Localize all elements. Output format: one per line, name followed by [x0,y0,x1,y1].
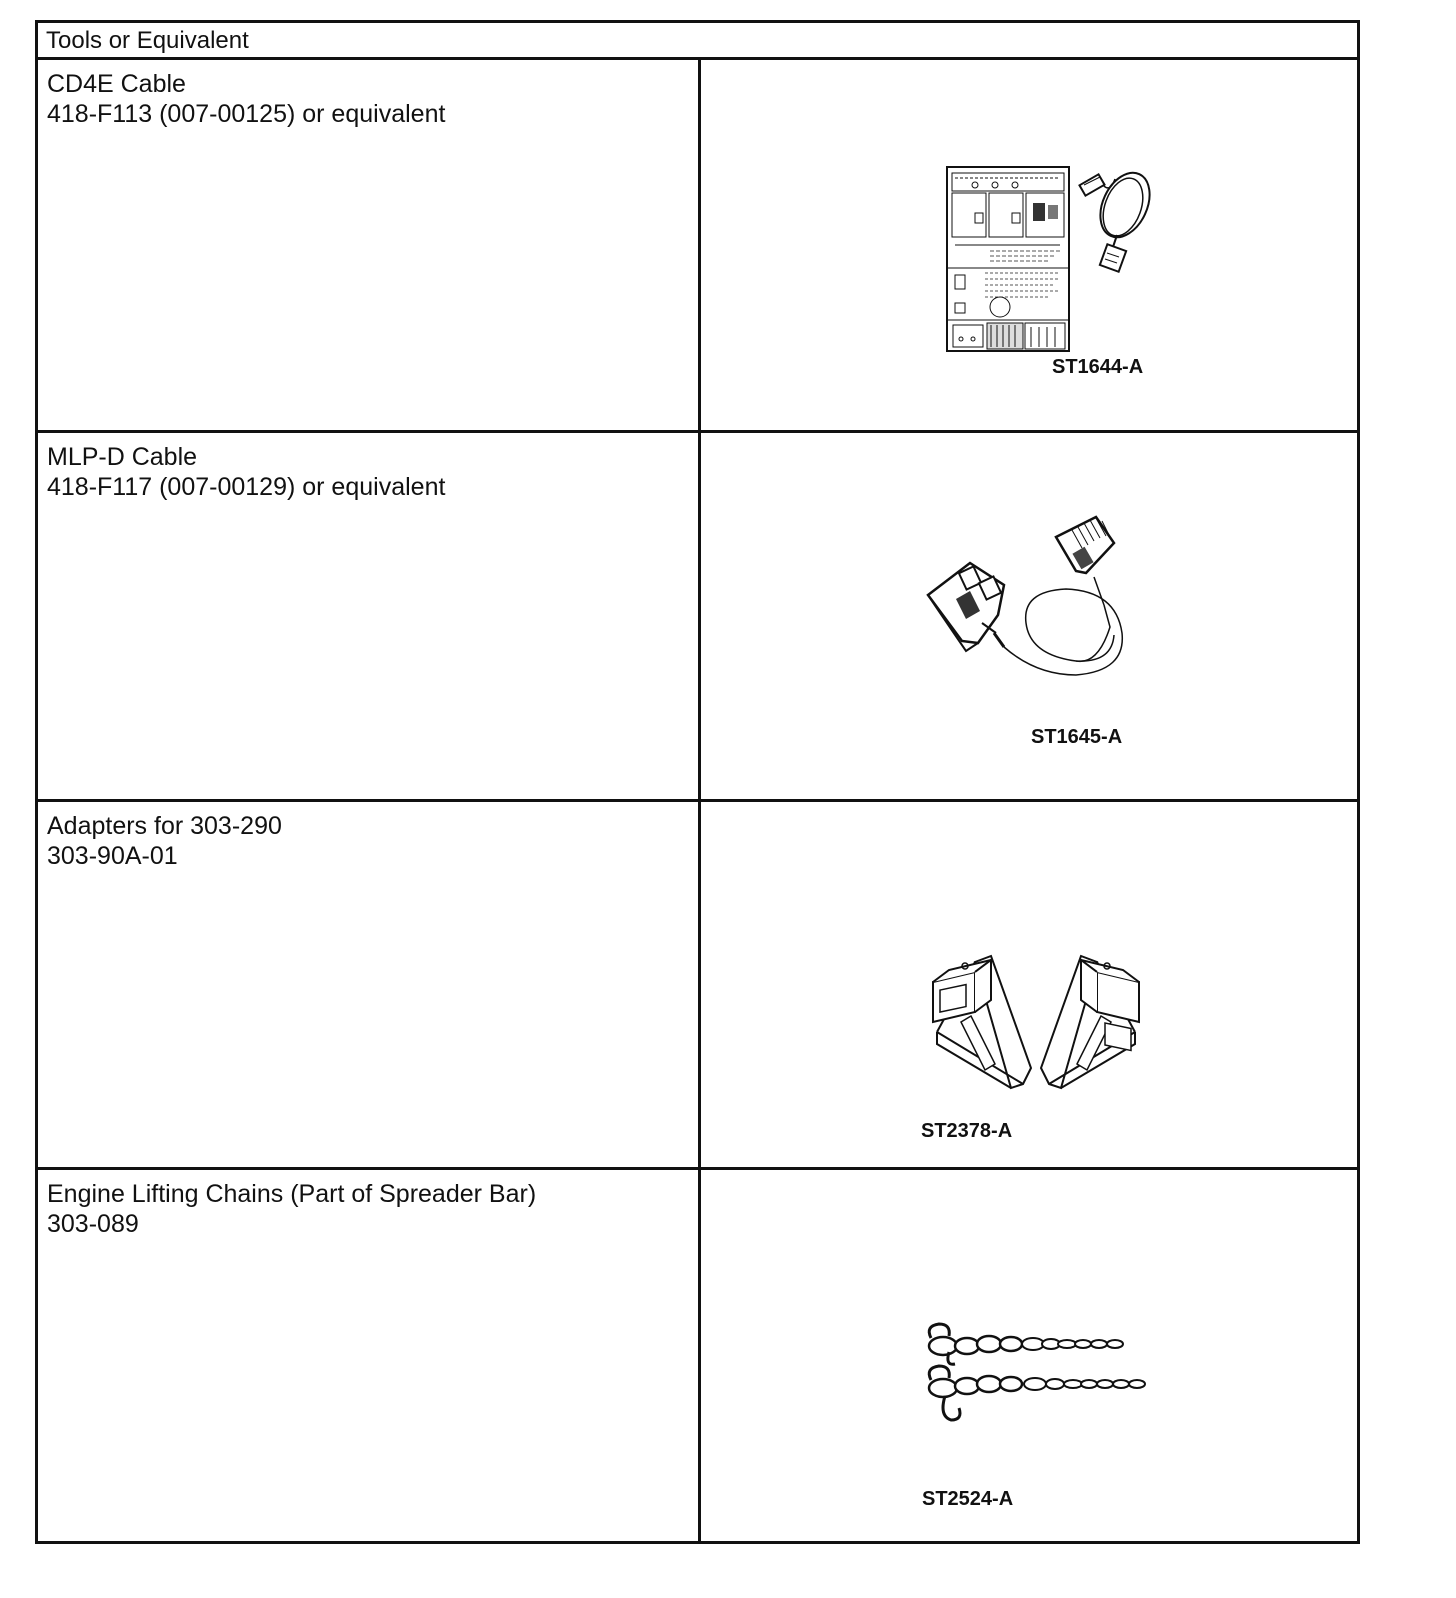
mlp-d-cable-icon [926,515,1146,695]
figure-label: ST2524-A [922,1488,1014,1510]
tool-number: 418-F117 (007-00129) or equivalent [47,473,446,501]
tool-number: 303-90A-01 [47,842,178,870]
tool-illustration-cell [701,802,1357,1167]
tool-number: 303-089 [47,1210,139,1238]
figure-label: ST1644-A [1052,356,1144,378]
table-row [38,433,1357,802]
tool-name: MLP-D Cable [47,443,198,471]
tool-name: CD4E Cable [47,70,186,98]
tool-name: Engine Lifting Chains (Part of Spreader Bar) [47,1180,537,1208]
table-header: Tools or Equivalent [38,23,1357,60]
tool-description-cell [38,1170,701,1541]
table-row [38,802,1357,1170]
tool-description-cell [38,433,701,799]
table-row [38,60,1357,433]
tool-number: 418-F113 (007-00125) or equivalent [47,100,446,128]
figure-label: ST1645-A [1031,726,1123,748]
cd4e-cable-kit-icon [945,165,1155,355]
tool-description-cell [38,802,701,1167]
tool-illustration-cell [701,60,1357,430]
tool-description-cell [38,60,701,430]
tool-illustration-cell [701,433,1357,799]
tools-table [35,20,1360,1544]
figure-label: ST2378-A [921,1120,1013,1142]
adapter-brackets-icon [931,952,1141,1097]
lifting-chains-icon [921,1320,1151,1430]
tool-illustration-cell [701,1170,1357,1541]
table-row [38,1170,1357,1541]
tool-name: Adapters for 303-290 [47,812,282,840]
